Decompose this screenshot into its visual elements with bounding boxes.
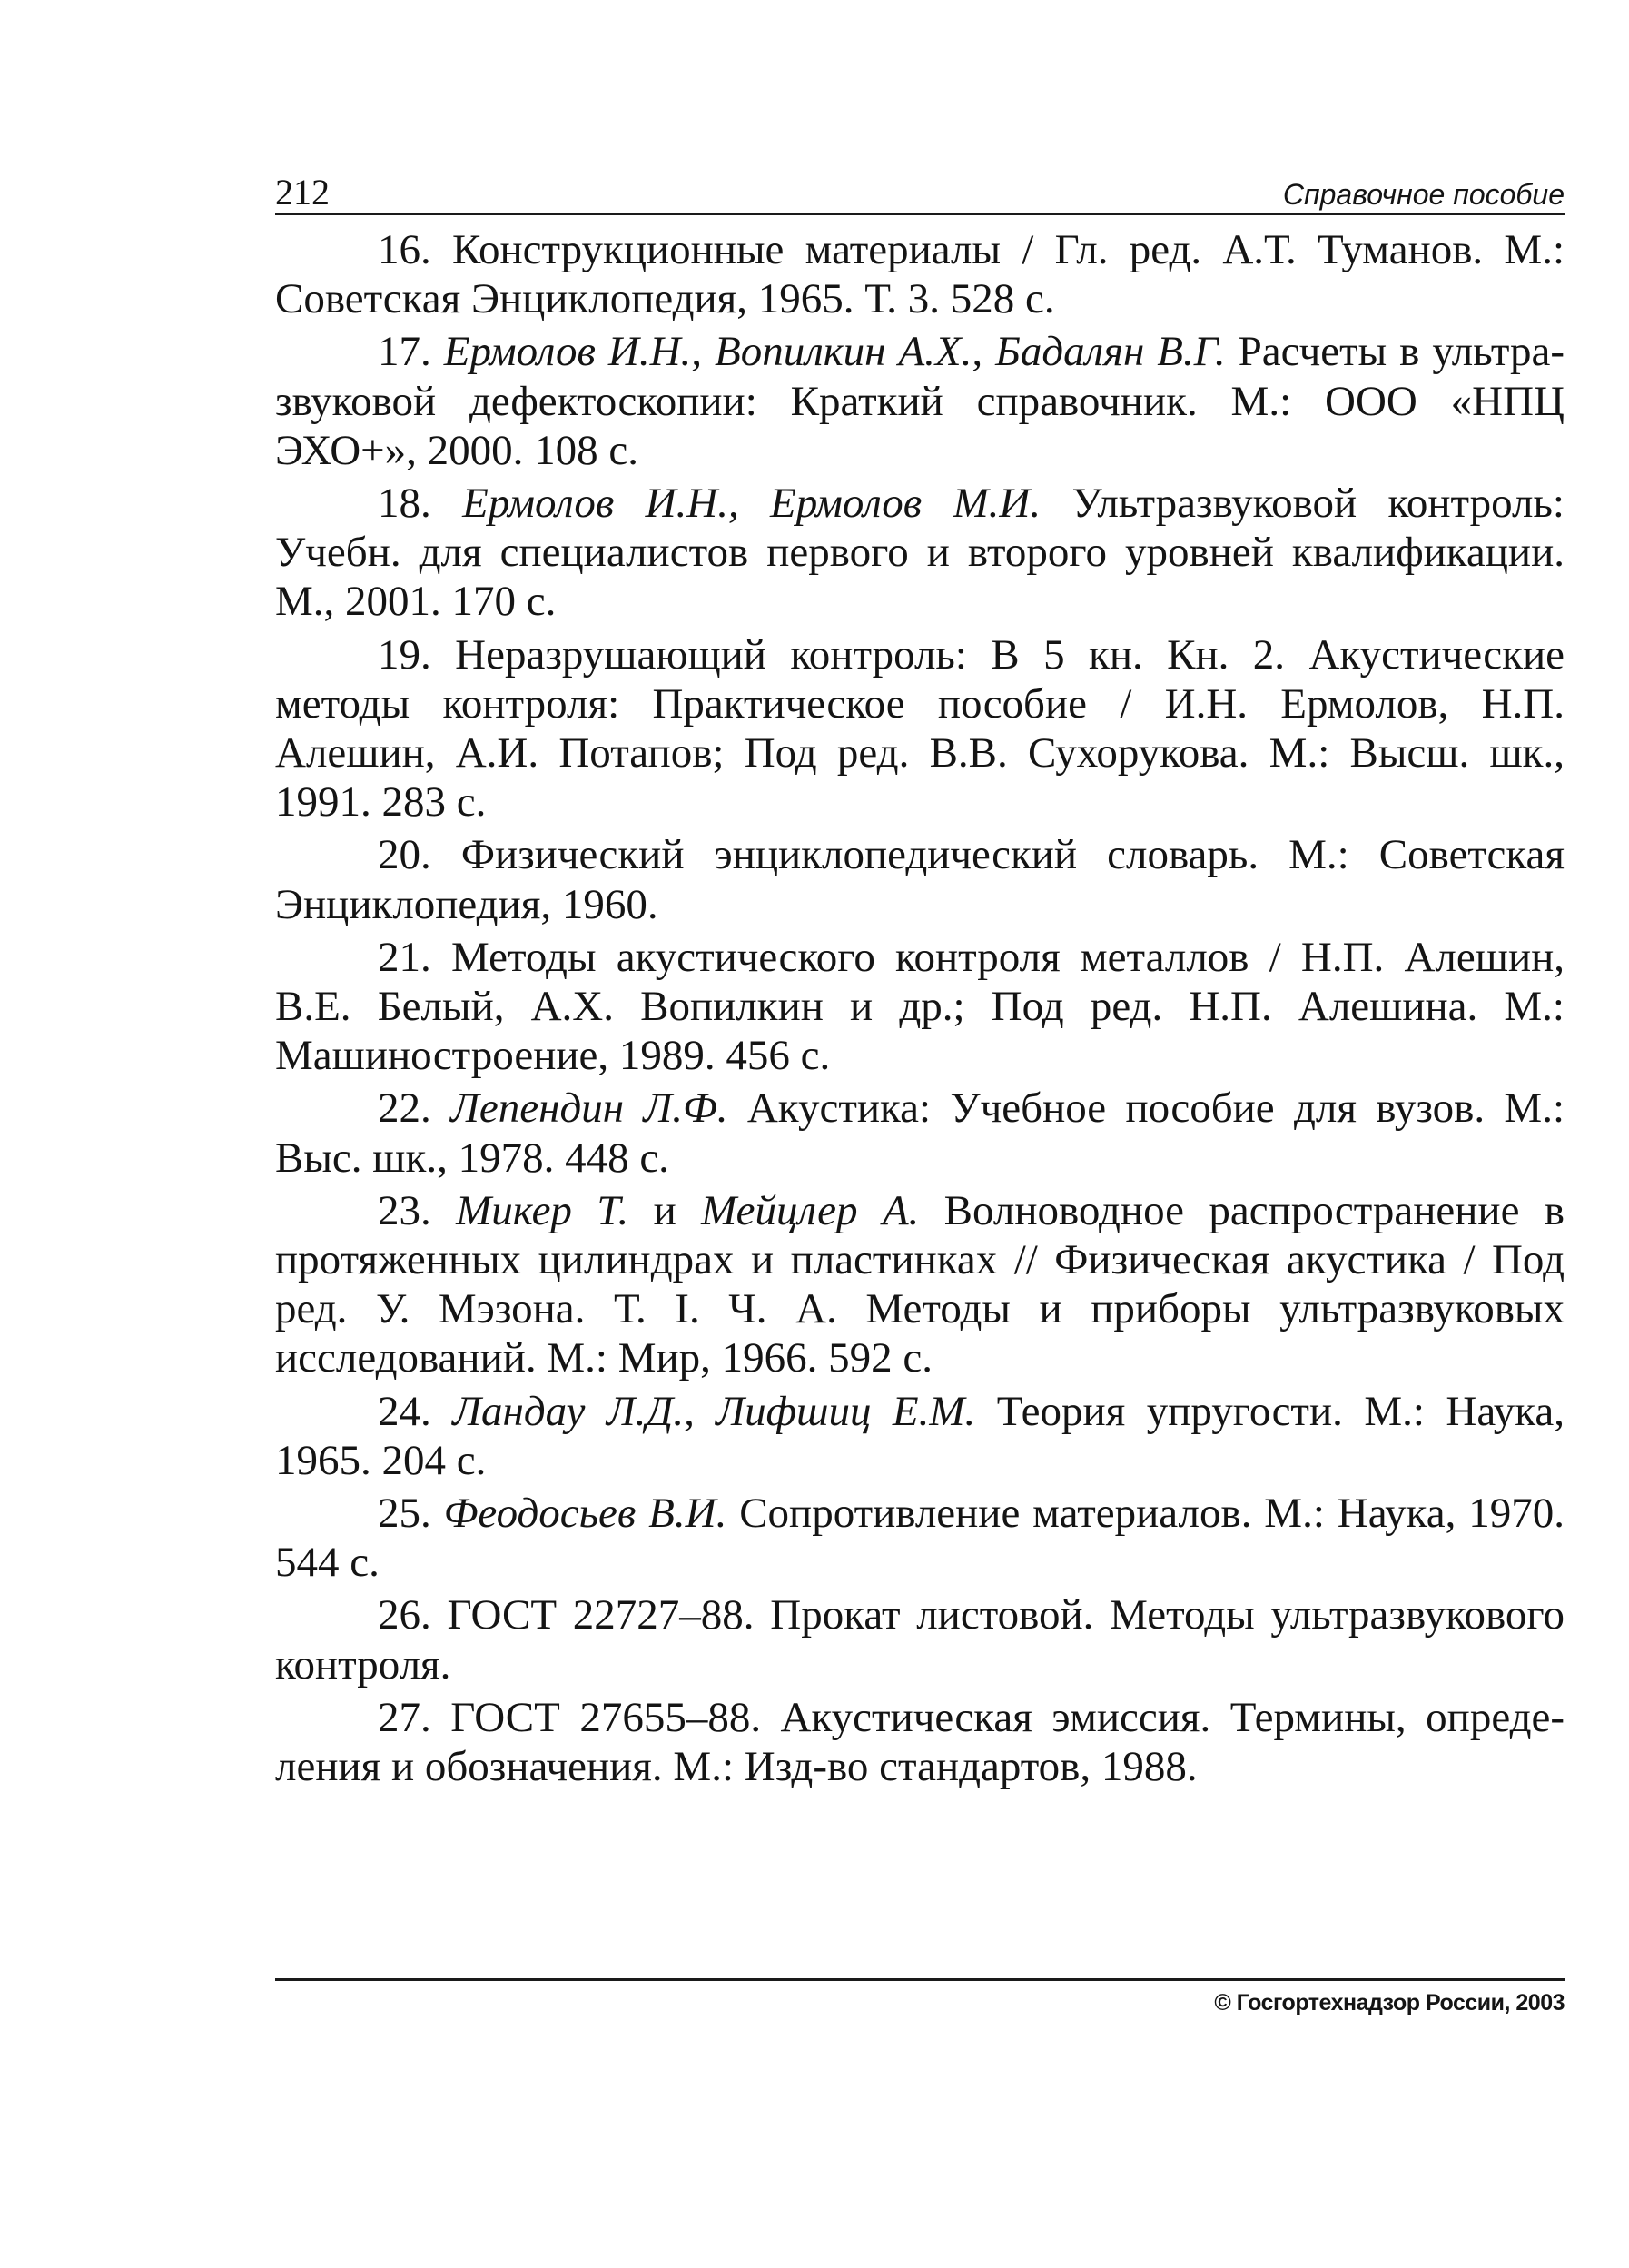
copyright-notice: © Госгортехнадзор России, 2003 [1214,1990,1565,2015]
reference-21 [275,933,1565,1081]
reference-number: 18. [378,480,431,528]
reference-connector: и [653,1186,676,1234]
reference-20 [275,830,1565,928]
reference-number: 27. [378,1693,431,1741]
reference-text: Акустика: Учебное пособие для вузов. М.: Выс. шк., 1978. 448 с. [275,1084,1565,1182]
reference-number: 20. [378,831,431,879]
reference-number: 24. [378,1387,431,1435]
reference-22 [275,1084,1565,1182]
reference-18 [275,479,1565,627]
reference-text: Расчеты в ультразвуковой дефектоскопии: Краткий справочник. М.: ООО «НПЦ ЭХО+», 2000. 108 с. [275,328,1565,474]
reference-authors: Лепендин Л.Ф. [450,1084,728,1133]
reference-number: 23. [378,1186,431,1234]
reference-authors-second: Мейцлер А. [701,1186,920,1234]
reference-list [275,225,1565,1795]
reference-number: 25. [378,1490,431,1538]
reference-number: 19. [378,630,431,678]
reference-number: 26. [378,1591,431,1639]
reference-number: 21. [378,933,431,981]
reference-text: Сопротивление материалов. М.: Наука, 1970. 544 с. [275,1490,1565,1587]
reference-authors: Ландау Л.Д., Лифшиц Е.М. [452,1387,976,1435]
reference-text: Методы акустического контроля металлов / Н.П. Алешин, В.Е. Белый, А.Х. Вопилкин и др.; Под ред. Н.П. Алешина. М.: Машиностроение, 1989. 456 с. [275,933,1565,1080]
running-title: Справочное пособие [1282,178,1565,211]
reference-text: Физический энциклопедический словарь. М.: Советская Энциклопедия, 1960. [275,831,1565,928]
reference-17 [275,327,1565,475]
reference-24 [275,1387,1565,1485]
reference-number: 17. [378,328,431,376]
reference-25 [275,1489,1565,1587]
reference-26 [275,1590,1565,1689]
reference-authors: Ермолов И.Н., Ермолов М.И. [462,480,1042,528]
reference-27 [275,1693,1565,1791]
reference-text: Теория упругости. М.: Наука, 1965. 204 с. [275,1387,1565,1484]
page-header [275,160,1565,215]
reference-text: Неразрушающий контроль: В 5 кн. Кн. 2. Акустические методы контроля: Практическое пособие / И.Н. Ермолов, Н.П. Алешин, А.И. Потапов; Под ред. В.В. Сухорукова. М.: Высш. шк., 1991. 283 с. [275,630,1565,827]
page-number: 212 [275,172,330,213]
reference-text: ГОСТ 27655–88. Акустическая эмиссия. Термины, определения и обозначения. М.: Изд-во стандартов, 1988. [275,1693,1565,1791]
reference-text: Конструкционные материалы / Гл. ред. А.Т. Туманов. М.: Советская Энциклопедия, 1965. Т. 3. 528 с. [275,226,1565,323]
reference-text: Ультразвуковой контроль: Учебн. для специалистов первого и второго уровней квалификации. М., 2001. 170 с. [275,480,1565,626]
reference-number: 22. [378,1084,431,1133]
reference-16 [275,225,1565,323]
reference-19 [275,630,1565,827]
reference-text: Волноводное распространение в протяженных цилиндрах и пластинках // Физическая акустика / Под ред. У. Мэзона. Т. I. Ч. А. Методы и приборы ультразвуковых исследований. М.: Мир, 1966. 592 с. [275,1186,1565,1382]
reference-text: ГОСТ 22727–88. Прокат листовой. Методы ультразвукового контроля. [275,1591,1565,1689]
reference-authors: Феодосьев В.И. [443,1490,727,1538]
reference-number: 16. [378,226,431,273]
reference-23 [275,1186,1565,1383]
reference-authors: Микер Т. [456,1186,629,1234]
reference-authors: Ермолов И.Н., Вопилкин А.Х., Бадалян В.Г. [443,328,1226,376]
page-footer [275,1978,1565,2025]
